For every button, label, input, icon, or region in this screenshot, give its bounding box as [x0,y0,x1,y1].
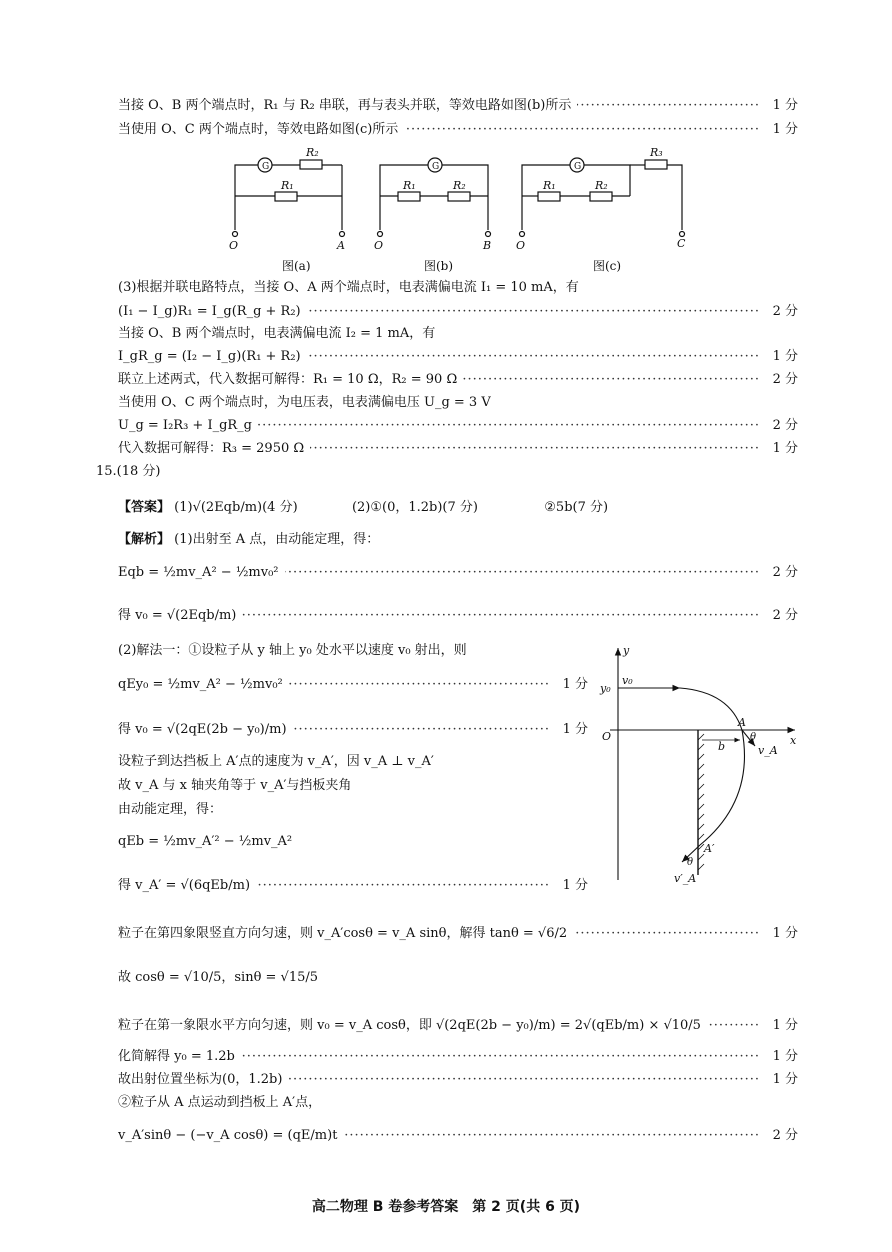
line-20: ····· 得 v_A′ = √(6qEb/m) 1 分 [118,876,588,896]
line-8: 当使用 O、C 两个端点时，为电压表，电表满偏电压 U_g = 3 V [118,395,491,410]
svg-text:O: O [229,239,239,252]
line-10: ····· 代入数据可解得：R₃ = 2950 Ω 1 分 [118,439,798,459]
line-5: 当接 O、B 两个端点时，电表满偏电流 I₂ = 1 mA，有 [118,326,436,341]
svg-text:图(a): 图(a) [282,259,311,273]
line-27: ····· v_A′sinθ − (−v_A cosθ) = (qE/m)t 2 分 [118,1126,798,1146]
circuit-a [233,158,345,237]
svg-text:R₂: R₂ [306,146,319,159]
line-21: ····· 粒子在第四象限竖直方向匀速，则 v_A′cosθ = v_A sinθ，解得 tanθ = √6/2 1 分 [118,924,798,944]
line-15: ····· 得 v₀ = √(2qE(2b − y₀)/m) 1 分 [118,720,588,740]
trajectory-upper [680,688,742,730]
svg-text:A: A [337,239,345,252]
line-3: (3)根据并联电路特点，当接 O、A 两个端点时，电表满偏电流 I₁ = 10 mA，有 [118,280,579,295]
line-16: 设粒子到达挡板上 A′点的速度为 v_A′，因 v_A ⊥ v_A′ [118,754,434,769]
svg-text:y: y [623,644,630,657]
line-4: ····· (I₁ − I_g)R₁ = I_g(R_g + R₂) 2 分 [118,302,798,322]
line-9: ····· U_g = I₂R₃ + I_gR_g 2 分 [118,416,798,436]
svg-text:O: O [516,239,526,252]
svg-text:R₃: R₃ [650,146,663,159]
line-12: ····· 得 v₀ = √(2Eqb/m) 2 分 [118,606,798,626]
svg-text:x: x [790,734,797,747]
line-25: ····· 故出射位置坐标为(0，1.2b) 1 分 [118,1070,798,1090]
svg-text:θ: θ [750,732,757,743]
answer-line: 【答案】 (1)√(2Eqb/m)(4 分) (2)①(0，1.2b)(7 分) ②5b(7 分) [118,500,609,515]
line-13: (2)解法一：①设粒子从 y 轴上 y₀ 处水平以速度 v₀ 射出，则 [118,643,467,658]
line-26: ②粒子从 A 点运动到挡板上 A′点， [118,1095,322,1110]
svg-text:G: G [262,162,270,172]
question-15-header: 15.(18 分) [96,464,161,479]
line-22: 故 cosθ = √10/5，sinθ = √15/5 [118,970,319,985]
svg-text:图(c): 图(c) [593,259,622,273]
svg-text:R₂: R₂ [595,179,608,192]
line-18: 由动能定理，得： [118,802,223,817]
svg-text:R₁: R₁ [543,179,556,192]
svg-text:v_A: v_A [758,744,778,757]
svg-text:O: O [374,239,384,252]
svg-text:B: B [483,239,492,252]
analysis-line: 【解析】 (1)出射至 A 点，由动能定理，得： [118,532,380,547]
line-14: ····· qEy₀ = ½mv_A² − ½mv₀² 1 分 [118,675,588,695]
line-1: ····· 当接 O、B 两个端点时，R₁ 与 R₂ 串联，再与表头并联，等效电路如图(b)所示 1 分 [118,96,798,116]
line-6: ····· I_gR_g = (I₂ − I_g)(R₁ + R₂) 1 分 [118,347,798,367]
svg-text:A′: A′ [704,842,715,855]
circuit-diagrams [0,0,892,280]
svg-text:O: O [602,730,612,743]
svg-text:R₁: R₁ [281,179,294,192]
svg-text:G: G [432,162,440,172]
svg-text:θ: θ [687,857,694,868]
svg-text:C: C [677,237,686,250]
svg-text:v′_A: v′_A [674,872,697,885]
line-23: ····· 粒子在第一象限水平方向匀速，则 v₀ = v_A cosθ，即 √(2qE(2b − y₀)/m) = 2√(qEb/m) × √10/5 1 分 [118,1016,798,1036]
trajectory-figure [590,640,805,890]
circuit-c [520,158,685,237]
line-2: ····· 当使用 O、C 两个端点时，等效电路如图(c)所示 1 分 [118,120,798,140]
svg-text:A: A [738,716,746,729]
svg-text:R₂: R₂ [453,179,466,192]
svg-text:b: b [718,740,726,753]
svg-text:图(b): 图(b) [424,259,454,273]
line-17: 故 v_A 与 x 轴夹角等于 v_A′与挡板夹角 [118,778,352,793]
svg-text:G: G [574,162,582,172]
line-7: ····· 联立上述两式，代入数据可解得：R₁ = 10 Ω，R₂ = 90 Ω 2 分 [118,370,798,390]
page-footer: 高二物理 B 卷参考答案 第 2 页(共 6 页) [311,1199,581,1215]
svg-text:R₁: R₁ [403,179,416,192]
svg-text:v₀: v₀ [622,674,633,687]
line-24: ····· 化简解得 y₀ = 1.2b 1 分 [118,1047,798,1067]
line-11: ····· Eqb = ½mv_A² − ½mv₀² 2 分 [118,563,798,583]
line-19: qEb = ½mv_A′² − ½mv_A² [118,834,293,849]
svg-text:y₀: y₀ [600,682,611,695]
